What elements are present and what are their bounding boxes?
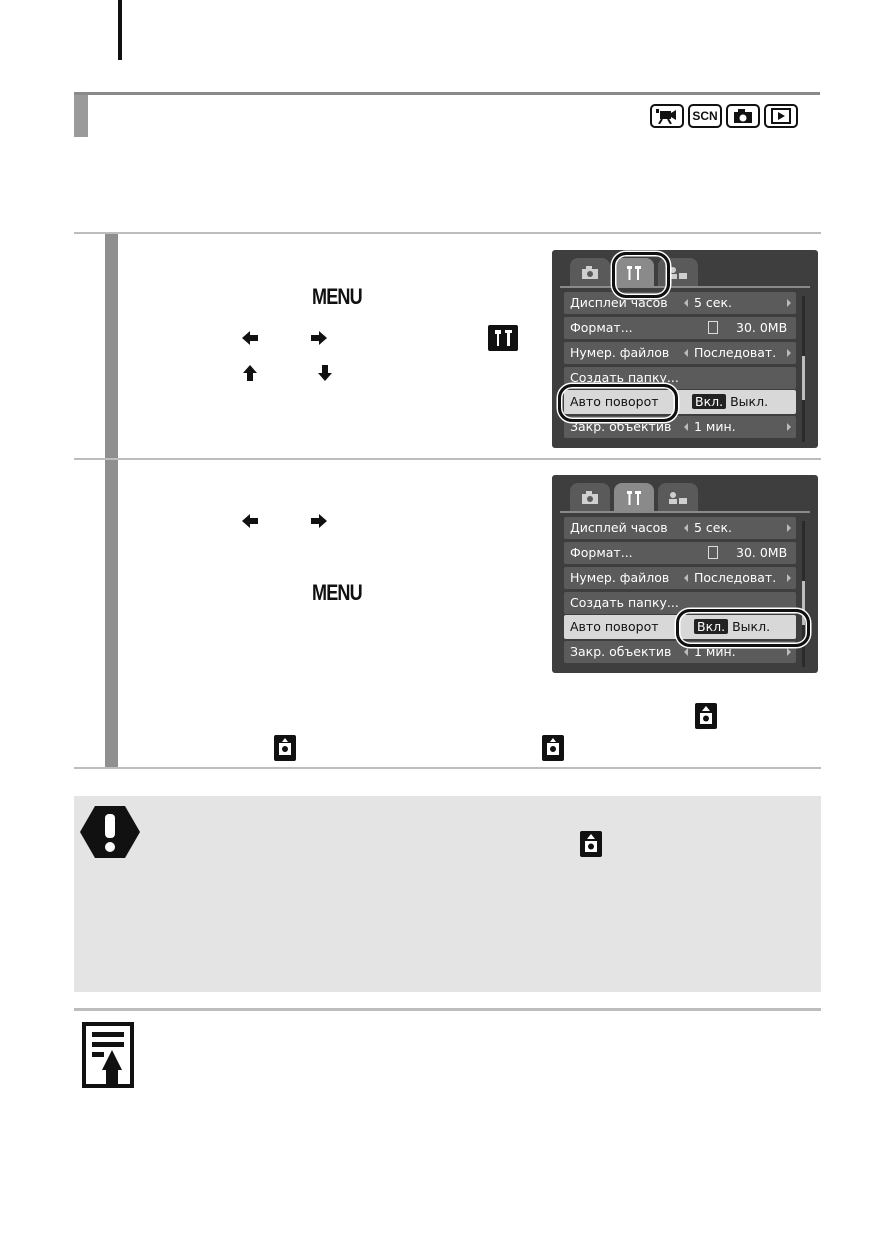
note-rule (74, 1008, 821, 1011)
auto-rotate-icon (542, 735, 564, 761)
scn-icon (688, 104, 722, 128)
up-arrow-icon (243, 365, 257, 381)
right-arrow-icon (311, 331, 327, 345)
page-marker (118, 0, 122, 60)
menu-key-label: MENU (312, 284, 362, 309)
caution-icon (80, 806, 140, 863)
down-arrow-icon (318, 365, 332, 381)
menu-row-create-folder: Создать папку... (564, 592, 796, 614)
highlight-ring-on-off (676, 609, 810, 647)
play-icon (764, 104, 798, 128)
left-arrow-icon (242, 514, 258, 528)
memory-card-icon (708, 546, 718, 559)
menu-row-lens-retract: Закр. объектив 1 мин. (564, 641, 796, 663)
mode-icons (650, 104, 798, 130)
memory-card-icon (708, 321, 718, 334)
camera-icon (726, 104, 760, 128)
menu-row-format: Формат... 30. 0MB (564, 317, 796, 339)
scn-label: SCN (692, 109, 718, 123)
camera-menu-screen-2 (552, 475, 818, 673)
auto-rotate-icon (695, 703, 717, 729)
menu-row-auto-rotate: Авто поворот Вкл. Выкл. (564, 390, 796, 414)
my-settings-tab-icon (658, 483, 698, 513)
auto-rotate-icon (580, 831, 602, 857)
step2-bar (105, 460, 118, 768)
camera-menu-screen-1 (552, 250, 818, 448)
auto-rotate-icon (274, 735, 296, 761)
title-rule (74, 92, 820, 95)
title-block (74, 95, 88, 137)
shooting-tab-icon (570, 483, 610, 513)
menu-row-clock-display: Дисплей часов 5 сек. (564, 292, 796, 314)
right-arrow-icon (311, 514, 327, 528)
menu-key-label-2: MENU (312, 580, 362, 605)
menu-row-lens-retract: Закр. объектив 1 мин. (564, 416, 796, 438)
left-arrow-icon (242, 331, 258, 345)
menu-row-clock-display: Дисплей часов 5 сек. (564, 517, 796, 539)
menu-row-create-folder: Создать папку... (564, 367, 796, 389)
step2-rule (74, 458, 821, 460)
menu-row-file-numbering: Нумер. файлов Последоват. (564, 567, 796, 589)
setup-tab-icon (614, 483, 654, 513)
note-icon (82, 1022, 134, 1093)
menu-row-auto-rotate: Авто поворот Вкл. Выкл. (564, 615, 796, 639)
menu-row-format: Формат... 30. 0MB (564, 542, 796, 564)
menu-row-file-numbering: Нумер. файлов Последоват. (564, 342, 796, 364)
highlight-ring-setup-tab (612, 252, 670, 298)
setup-tab-icon (488, 325, 518, 351)
shooting-tab-icon (570, 258, 610, 288)
step1-rule (74, 232, 821, 234)
caution-box (74, 796, 821, 992)
step1-bar (105, 234, 118, 458)
movie-icon (650, 104, 684, 128)
highlight-ring-auto-rotate (558, 384, 678, 422)
menu-tabs (570, 483, 698, 513)
step-end-rule (74, 767, 821, 769)
